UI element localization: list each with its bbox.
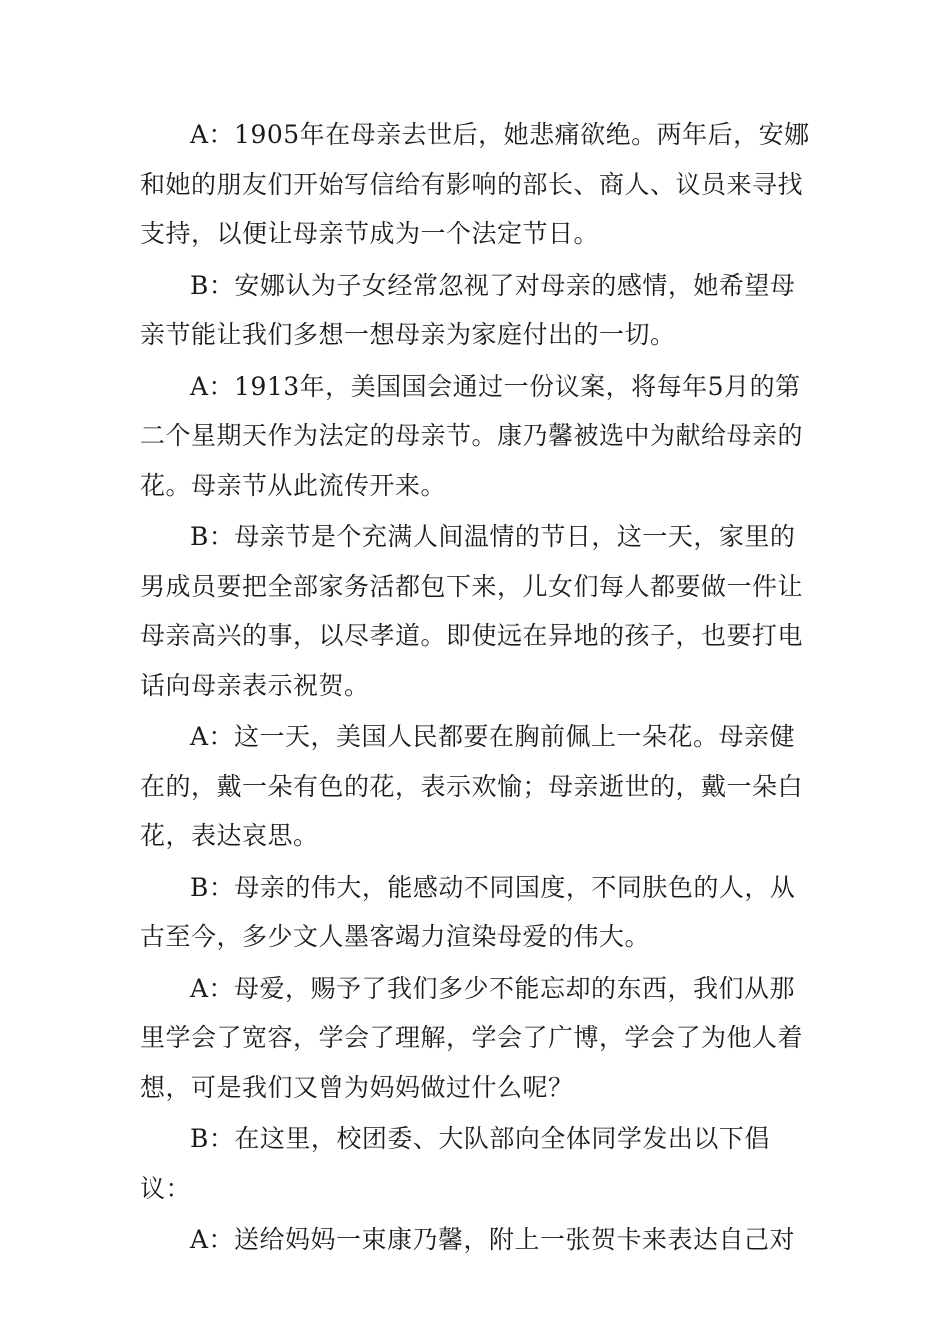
paragraph: B：安娜认为子女经常忽视了对母亲的感情，她希望母亲节能让我们多想一想母亲为家庭付出的一切。 — [140, 270, 796, 349]
paragraph: B：母亲的伟大，能感动不同国度，不同肤色的人，从古至今，多少文人墨客竭力渲染母爱的伟大。 — [140, 872, 796, 951]
paragraph: B：在这里，校团委、大队部向全体同学发出以下倡议： — [140, 1124, 770, 1203]
paragraph: A：1905年在母亲去世后，她悲痛欲绝。两年后，安娜和她的朋友们开始写信给有影响的部长、商人、议员来寻找支持，以便让母亲节成为一个法定节日。 — [140, 120, 810, 248]
document-body — [140, 110, 820, 1267]
paragraph: A：母爱，赐予了我们多少不能忘却的东西，我们从那里学会了宽容，学会了理解，学会了广博，学会了为他人着想，可是我们又曾为妈妈做过什么呢？ — [140, 973, 804, 1102]
paragraph: A：这一天，美国人民都要在胸前佩上一朵花。母亲健在的，戴一朵有色的花，表示欢愉；母亲逝世的，戴一朵白花，表达哀思。 — [140, 722, 804, 850]
paragraph: B：母亲节是个充满人间温情的节日，这一天，家里的男成员要把全部家务活都包下来，儿女们每人都要做一件让母亲高兴的事，以尽孝道。即使远在异地的孩子，也要打电话向母亲表示祝贺。 — [140, 522, 804, 700]
paragraph: A：送给妈妈一束康乃馨，附上一张贺卡来表达自己对 — [190, 1225, 796, 1254]
paragraph: A：1913年，美国国会通过一份议案，将每年5月的第二个星期天作为法定的母亲节。康乃馨被选中为献给母亲的花。母亲节从此流传开来。 — [140, 371, 804, 500]
